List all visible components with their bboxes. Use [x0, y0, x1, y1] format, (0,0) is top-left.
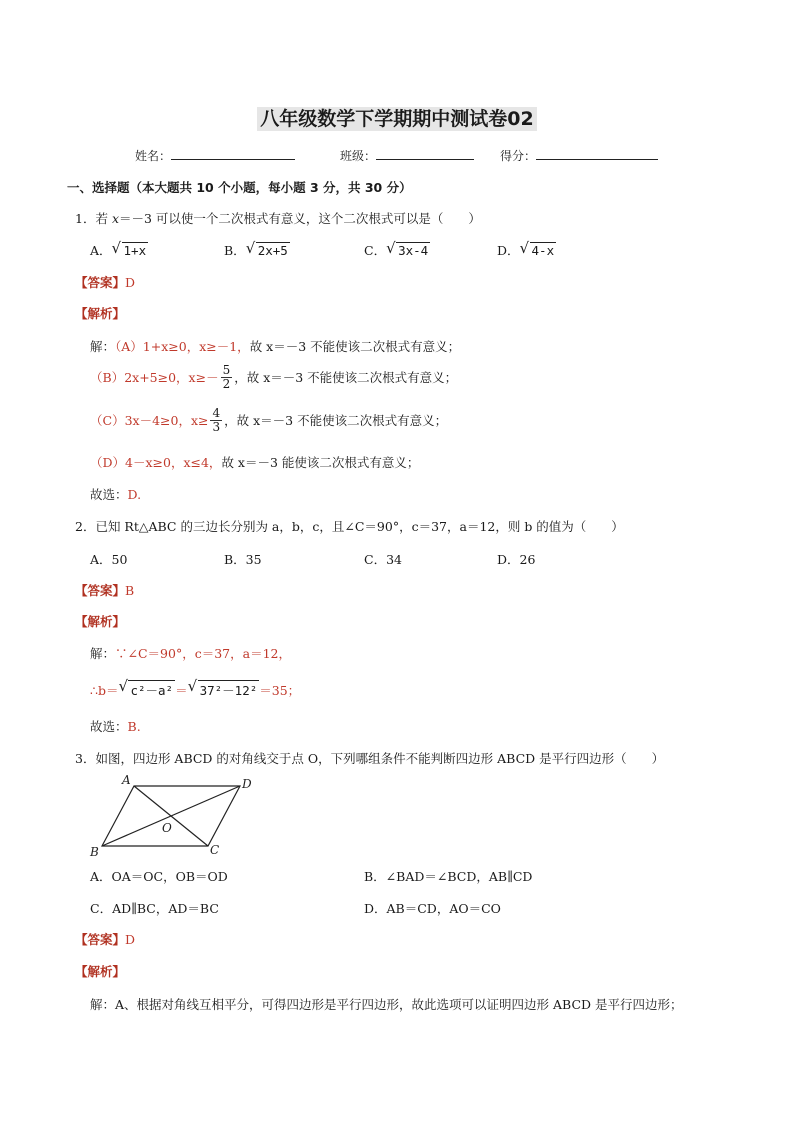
- q2-option-b: B．35: [224, 552, 262, 567]
- q2-final: 故选：B.: [90, 719, 141, 734]
- q1-solution-line-d: （D）4－x≥0，x≤4，故 x＝－3 能使该二次根式有意义；: [90, 455, 420, 470]
- label-o: O: [162, 821, 172, 835]
- q1-analysis-label: 【解析】: [75, 306, 126, 321]
- sqrt-sign: √ 1+x: [111, 239, 147, 258]
- score-field: 得分：: [500, 147, 658, 164]
- q1-option-d: D． √ 4-x: [497, 239, 555, 258]
- name-field: 姓名：: [135, 147, 295, 164]
- q2-solution-line-1: 解：∵∠C＝90°，c＝37，a＝12，: [90, 646, 291, 661]
- label-d: D: [242, 777, 252, 791]
- label-c: C: [210, 843, 220, 857]
- fraction: $\frac{4}{3}$: [212, 406, 221, 434]
- q2-stem: 2．已知 Rt△ABC 的三边长分别为 a，b，c，且∠C＝90°，c＝37，a＝12，则 b 的值为（ ）: [75, 519, 624, 534]
- class-blank[interactable]: [376, 149, 474, 160]
- section-heading: 一、选择题（本大题共 10 个小题，每小题 3 分，共 30 分）: [67, 180, 412, 195]
- diagonal-bd: [102, 786, 240, 846]
- sqrt-sign: √ c²－a²: [118, 677, 174, 698]
- q2-option-c: C．34: [364, 552, 402, 567]
- q2-answer: 【答案】B: [75, 583, 135, 598]
- q3-option-d: D．AB＝CD，AO＝CO: [364, 901, 501, 916]
- sqrt-sign: √ 4-x: [519, 239, 555, 258]
- q3-analysis-label: 【解析】: [75, 964, 126, 979]
- q2-option-a: A．50: [90, 552, 128, 567]
- parallelogram-figure: [82, 770, 262, 862]
- q1-stem: 1．若 x＝－3 可以使一个二次根式有意义，这个二次根式可以是（ ）: [75, 211, 481, 226]
- label-b: B: [90, 845, 99, 859]
- q3-option-c: C．AD∥BC，AD＝BC: [90, 901, 219, 916]
- sqrt-sign: √ 2x+5: [245, 239, 288, 258]
- name-blank[interactable]: [171, 149, 295, 160]
- q1-solution-line-c: （C） 3x－4≥0，x≥ $\frac{4}{3}$ ，故 x＝－3 不能使该二次根式有意义；: [90, 406, 448, 434]
- sqrt-sign: √ 37²－12²: [187, 677, 258, 698]
- q1-solution-line-a: 解：（A）1+x≥0，x≥－1，故 x＝－3 不能使该二次根式有意义；: [90, 339, 461, 354]
- page-title: 八年级数学下学期期中测试卷02: [0, 104, 794, 131]
- label-a: A: [122, 773, 131, 787]
- q1-option-a: A． √ 1+x: [90, 239, 147, 258]
- q1-solution-line-b: （B） 2x+5≥0，x≥－ $\frac{5}{2}$ ，故 x＝－3 不能使该二次根式有意义；: [90, 363, 458, 391]
- q1-option-c: C． √ 3x-4: [364, 239, 429, 258]
- q3-answer: 【答案】D: [75, 932, 136, 947]
- q3-option-b: B．∠BAD＝∠BCD，AB∥CD: [364, 869, 533, 884]
- fraction: $\frac{5}{2}$: [222, 363, 231, 391]
- q3-solution-line-1: 解：A、根据对角线互相平分，可得四边形是平行四边形，故此选项可以证明四边形 ABCD 是平行四边形；: [90, 997, 683, 1012]
- q3-option-a: A．OA＝OC，OB＝OD: [90, 869, 228, 884]
- q2-solution-line-2: ∴b＝ √ c²－a² ＝ √ 37²－12² ＝35；: [90, 677, 301, 698]
- class-field: 班级：: [340, 147, 474, 164]
- q1-answer: 【答案】D: [75, 275, 136, 290]
- q1-option-b: B． √ 2x+5: [224, 239, 288, 258]
- q2-option-d: D．26: [497, 552, 536, 567]
- q3-stem: 3．如图，四边形 ABCD 的对角线交于点 O，下列哪组条件不能判断四边形 ABCD 是平行四边形（ ）: [75, 751, 665, 766]
- score-blank[interactable]: [536, 149, 658, 160]
- q1-final: 故选：D.: [90, 487, 142, 502]
- sqrt-sign: √ 3x-4: [386, 239, 429, 258]
- q2-analysis-label: 【解析】: [75, 614, 126, 629]
